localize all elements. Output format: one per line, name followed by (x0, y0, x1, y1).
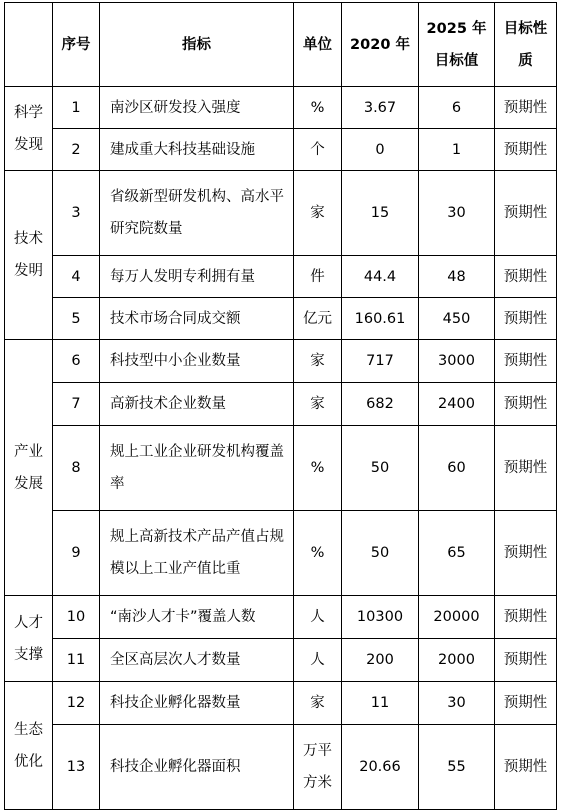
row-nature: 预期性 (495, 256, 557, 298)
row-unit: 件 (294, 256, 342, 298)
row-indicator: 高新技术企业数量 (100, 383, 294, 426)
row-2020: 682 (342, 383, 419, 426)
row-no: 2 (53, 129, 100, 171)
row-2020: 3.67 (342, 87, 419, 129)
row-no: 13 (53, 725, 100, 810)
row-nature: 预期性 (495, 682, 557, 725)
row-2020: 10300 (342, 596, 419, 639)
row-2025: 1 (419, 129, 495, 171)
row-no: 11 (53, 639, 100, 682)
row-unit: 家 (294, 682, 342, 725)
row-indicator: 省级新型研发机构、高水平研究院数量 (100, 171, 294, 256)
row-2020: 200 (342, 639, 419, 682)
table-row (5, 596, 557, 639)
row-unit: 家 (294, 340, 342, 383)
row-nature: 预期性 (495, 725, 557, 810)
row-indicator: 技术市场合同成交额 (100, 298, 294, 340)
indicator-table (4, 2, 557, 810)
row-indicator: 科技企业孵化器面积 (100, 725, 294, 810)
row-no: 8 (53, 426, 100, 511)
row-indicator: 全区高层次人才数量 (100, 639, 294, 682)
row-2025: 30 (419, 171, 495, 256)
row-2025: 450 (419, 298, 495, 340)
row-no: 6 (53, 340, 100, 383)
row-indicator: 规上高新技术产品产值占规模以上工业产值比重 (100, 511, 294, 596)
category-cell: 科学发现 (5, 87, 53, 171)
row-nature: 预期性 (495, 639, 557, 682)
category-cell: 生态优化 (5, 682, 53, 810)
row-2020: 50 (342, 426, 419, 511)
row-indicator: 每万人发明专利拥有量 (100, 256, 294, 298)
header-nature: 目标性质 (495, 3, 557, 87)
row-2025: 65 (419, 511, 495, 596)
row-unit: 家 (294, 171, 342, 256)
row-2025: 60 (419, 426, 495, 511)
table-row (5, 383, 557, 426)
table-row (5, 426, 557, 511)
row-indicator: 科技型中小企业数量 (100, 340, 294, 383)
row-2025: 55 (419, 725, 495, 810)
table-row (5, 340, 557, 383)
row-nature: 预期性 (495, 171, 557, 256)
table-row (5, 87, 557, 129)
row-2025: 6 (419, 87, 495, 129)
row-no: 12 (53, 682, 100, 725)
row-2020: 20.66 (342, 725, 419, 810)
row-nature: 预期性 (495, 596, 557, 639)
row-indicator: 南沙区研发投入强度 (100, 87, 294, 129)
table-row (5, 725, 557, 810)
row-unit: 家 (294, 383, 342, 426)
row-2020: 15 (342, 171, 419, 256)
table-header-row (5, 3, 557, 87)
row-no: 9 (53, 511, 100, 596)
header-unit: 单位 (294, 3, 342, 87)
header-indicator: 指标 (100, 3, 294, 87)
header-category (5, 3, 53, 87)
table-row (5, 256, 557, 298)
row-unit: % (294, 87, 342, 129)
row-nature: 预期性 (495, 129, 557, 171)
row-nature: 预期性 (495, 340, 557, 383)
row-2020: 0 (342, 129, 419, 171)
row-indicator: “南沙人才卡”覆盖人数 (100, 596, 294, 639)
row-2025: 30 (419, 682, 495, 725)
row-no: 10 (53, 596, 100, 639)
row-unit: 万平方米 (294, 725, 342, 810)
row-unit: 个 (294, 129, 342, 171)
row-no: 3 (53, 171, 100, 256)
row-unit: % (294, 426, 342, 511)
table-row (5, 171, 557, 256)
row-nature: 预期性 (495, 511, 557, 596)
row-unit: 亿元 (294, 298, 342, 340)
row-2025: 3000 (419, 340, 495, 383)
row-indicator: 规上工业企业研发机构覆盖率 (100, 426, 294, 511)
row-indicator: 建成重大科技基础设施 (100, 129, 294, 171)
row-nature: 预期性 (495, 87, 557, 129)
category-cell: 产业发展 (5, 340, 53, 596)
row-2020: 717 (342, 340, 419, 383)
row-no: 7 (53, 383, 100, 426)
header-no: 序号 (53, 3, 100, 87)
row-unit: % (294, 511, 342, 596)
row-nature: 预期性 (495, 383, 557, 426)
table-row (5, 639, 557, 682)
table-row (5, 682, 557, 725)
row-nature: 预期性 (495, 298, 557, 340)
row-2020: 160.61 (342, 298, 419, 340)
row-2020: 50 (342, 511, 419, 596)
row-2025: 2000 (419, 639, 495, 682)
row-2025: 2400 (419, 383, 495, 426)
table-row (5, 129, 557, 171)
row-no: 1 (53, 87, 100, 129)
row-unit: 人 (294, 596, 342, 639)
header-2025-target: 2025 年目标值 (419, 3, 495, 87)
category-cell: 技术发明 (5, 171, 53, 340)
row-nature: 预期性 (495, 426, 557, 511)
row-2020: 11 (342, 682, 419, 725)
row-indicator: 科技企业孵化器数量 (100, 682, 294, 725)
table-row (5, 298, 557, 340)
header-2020: 2020 年 (342, 3, 419, 87)
row-2025: 20000 (419, 596, 495, 639)
row-no: 4 (53, 256, 100, 298)
row-unit: 人 (294, 639, 342, 682)
row-no: 5 (53, 298, 100, 340)
table-row (5, 511, 557, 596)
row-2025: 48 (419, 256, 495, 298)
category-cell: 人才支撑 (5, 596, 53, 682)
row-2020: 44.4 (342, 256, 419, 298)
